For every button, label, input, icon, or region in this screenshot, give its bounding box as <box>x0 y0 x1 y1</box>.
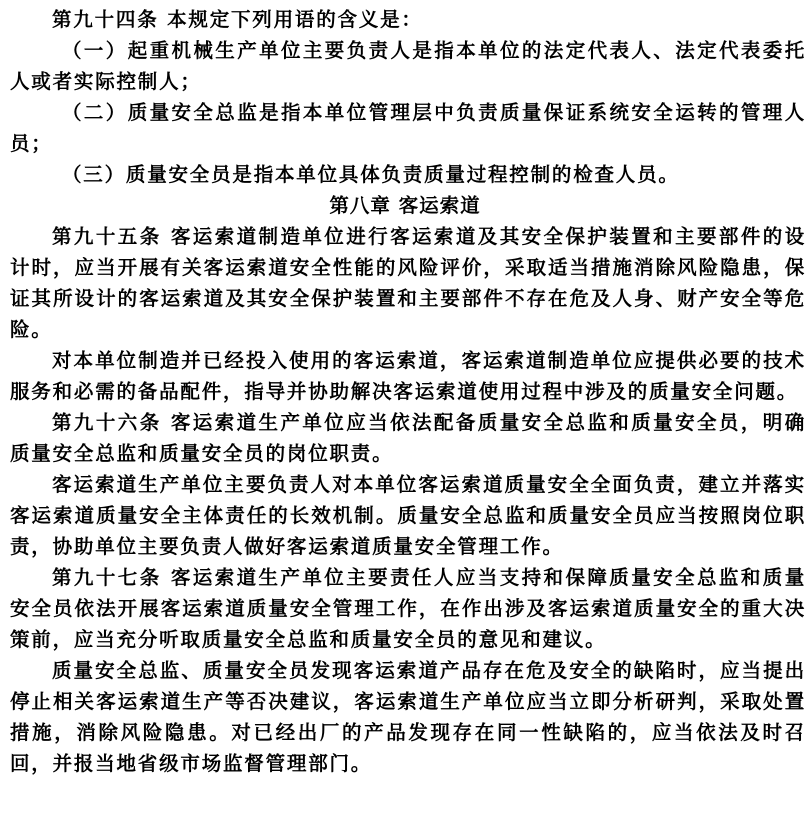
definition-item-3: （三）质量安全员是指本单位具体负责质量过程控制的检查人员。 <box>62 163 680 186</box>
article-number: 第九十六条 <box>52 411 162 434</box>
article-number: 第九十四条 <box>52 8 159 31</box>
article-97-paragraph-2: 质量安全总监、质量安全员发现客运索道产品存在危及安全的缺陷时，应当提出停止相关客运索道生产等否决建议，客运索道生产单位应当立即分析研判，采取处置措施，消除风险隐患。对已经出厂的产品发现存在同一性缺陷的，应当依法及时召回，并报当地省级市场监督管理部门。 <box>10 659 806 775</box>
article-text: 客运索道生产单位应当依法配备质量安全总监和质量安全员，明确质量安全总监和质量安全员的岗位职责。 <box>10 411 806 465</box>
article-94 <box>10 4 806 35</box>
article-95 <box>10 221 806 345</box>
article-96-paragraph-2: 客运索道生产单位主要负责人对本单位客运索道质量安全全面负责，建立并落实客运索道质量安全主体责任的长效机制。质量安全总监和质量安全员应当按照岗位职责，协助单位主要负责人做好客运索道质量安全管理工作。 <box>10 473 806 558</box>
article-text: 客运索道制造单位进行客运索道及其安全保护装置和主要部件的设计时，应当开展有关客运索道安全性能的风险评价，采取适当措施消除风险隐患，保证其所设计的客运索道及其安全保护装置和主要部件不存在危及人身、财产安全等危险。 <box>10 225 806 341</box>
article-text: 客运索道生产单位主要责任人应当支持和保障质量安全总监和质量安全员依法开展客运索道质量安全管理工作，在作出涉及客运索道质量安全的重大决策前，应当充分听取质量安全总监和质量安全员的意见和建议。 <box>10 566 806 651</box>
definition-item-1: （一）起重机械生产单位主要负责人是指本单位的法定代表人、法定代表委托人或者实际控制人； <box>10 39 806 93</box>
chapter-heading: 第八章 客运索道 <box>329 194 481 217</box>
article-95-paragraph-2: 对本单位制造并已经投入使用的客运索道，客运索道制造单位应提供必要的技术服务和必需的备品配件，指导并协助解决客运索道使用过程中涉及的质量安全问题。 <box>10 349 806 403</box>
article-97 <box>10 562 806 655</box>
article-number: 第九十七条 <box>52 566 162 589</box>
article-number: 第九十五条 <box>52 225 162 248</box>
definition-item-2: （二）质量安全总监是指本单位管理层中负责质量保证系统安全运转的管理人员； <box>10 101 806 155</box>
article-text: 本规定下列用语的含义是： <box>167 8 423 31</box>
article-96 <box>10 407 806 469</box>
